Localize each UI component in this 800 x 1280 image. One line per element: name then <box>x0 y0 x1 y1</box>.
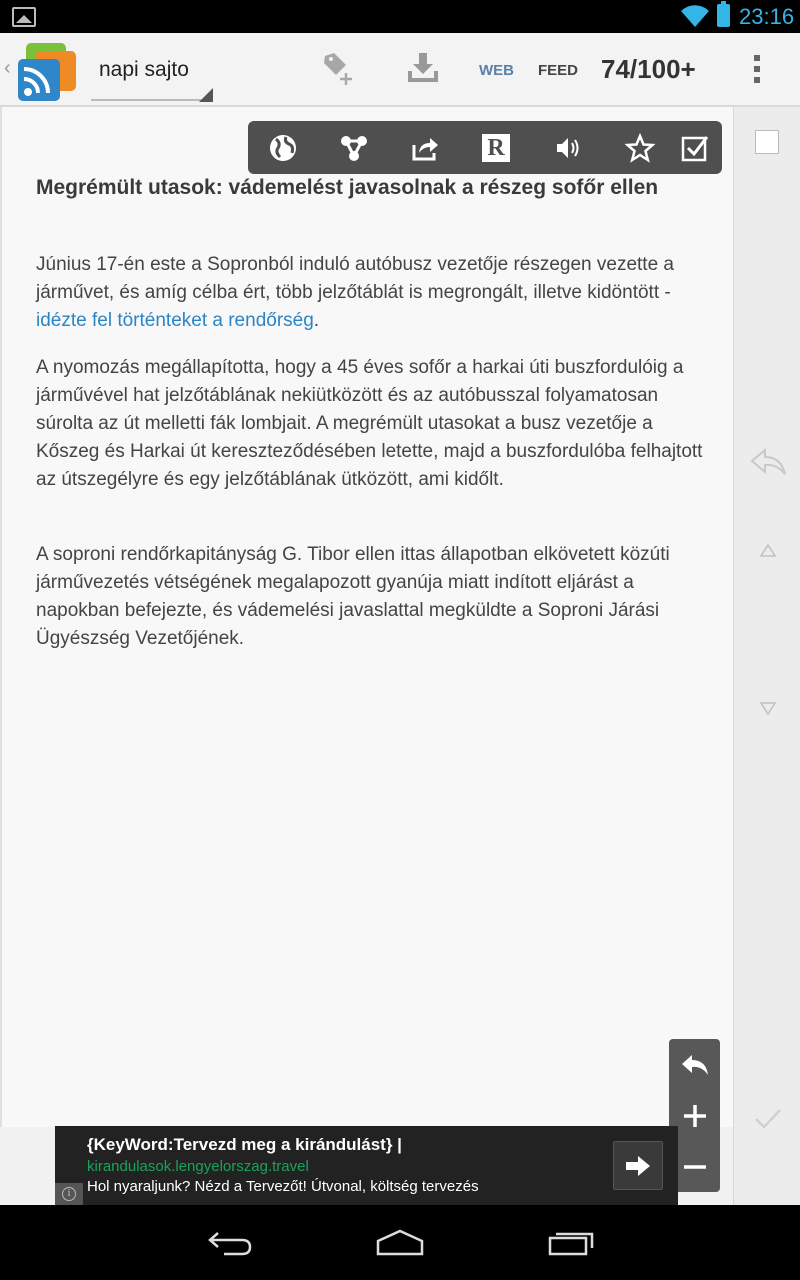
speaker-icon[interactable] <box>551 132 583 164</box>
readability-icon[interactable]: R <box>480 132 512 164</box>
star-icon[interactable] <box>624 132 656 164</box>
wifi-icon <box>680 4 710 28</box>
ad-info-icon[interactable]: i <box>55 1183 83 1205</box>
recent-apps-icon[interactable] <box>541 1223 601 1263</box>
gallery-notification-icon <box>12 7 36 27</box>
battery-icon <box>717 4 730 27</box>
article-title: Megrémült utasok: vádemelést javasolnak a részeg sofőr ellen <box>36 176 659 199</box>
share-network-icon[interactable] <box>338 132 370 164</box>
clock: 23:16 <box>739 4 795 29</box>
checkbox-icon[interactable] <box>679 132 711 164</box>
app-logo-icon[interactable] <box>16 41 80 101</box>
dropdown-corner-icon <box>199 88 213 102</box>
status-bar <box>0 0 800 33</box>
feed-selector[interactable]: napi sajto <box>99 58 189 81</box>
arrow-right-icon <box>624 1155 652 1177</box>
add-tag-icon[interactable] <box>322 51 356 87</box>
up-chevron-icon[interactable]: ‹ <box>4 57 11 79</box>
system-nav-bar <box>0 1205 800 1280</box>
article-paragraph-1 <box>36 251 706 335</box>
action-bar <box>0 33 800 107</box>
web-button[interactable]: WEB <box>479 62 514 79</box>
feed-selector-underline <box>91 99 213 101</box>
reply-back-icon[interactable] <box>749 447 787 477</box>
download-icon[interactable] <box>406 51 440 85</box>
share-arrow-icon[interactable] <box>409 132 441 164</box>
ad-url: kirandulasok.lengyelorszag.travel <box>87 1158 309 1175</box>
back-icon[interactable] <box>199 1223 259 1263</box>
paragraph-text: . <box>313 310 320 331</box>
mark-read-checkbox[interactable] <box>755 130 779 154</box>
navigation-sidebar <box>733 107 800 1205</box>
done-check-icon[interactable] <box>754 1107 782 1131</box>
ad-banner[interactable] <box>55 1126 678 1205</box>
ad-description: Hol nyaraljunk? Nézd a Tervezőt! Útvonal, költség tervezés <box>87 1178 479 1195</box>
article-panel <box>0 107 733 1127</box>
ad-arrow-button[interactable] <box>613 1141 663 1190</box>
paragraph-text: Június 17-én este a Sopronból induló autóbusz vezetője részegen vezette a járművet, és amíg célba ért, több jelzőtáblát is megrongált, illetve kidöntött - <box>36 254 674 303</box>
overflow-menu-icon[interactable] <box>752 55 762 87</box>
source-link[interactable]: idézte fel történteket a rendőrség <box>36 310 314 331</box>
feed-button[interactable]: FEED <box>538 62 579 79</box>
article-paragraph-2: A nyomozás megállapította, hogy a 45 éves sofőr a harkai úti buszfordulóig a járművével hat jelzőtáblának nekiütközött és az autóbusszal folyamatosan súrolta az út melletti fák lombjait. A megrémült utasokat a busz vezetője a Kőszeg és Harkai út kereszteződésében letette, majd a buszfordulóba felhajtott az útszegélyre és egy jelzőtáblának ütközött, ami kidőlt. <box>36 357 703 490</box>
globe-icon[interactable] <box>267 132 299 164</box>
article-paragraph-3: A soproni rendőrkapitányság G. Tibor ellen ittas állapotban elkövetett közúti járművezetés vétségének megalapozott gyanúja miatt indított eljárást a napokban befejezte, és vádemelési javaslattal megküldte a Soproni Járási Ügyészség Vezetőjének. <box>36 544 670 649</box>
home-icon[interactable] <box>370 1223 430 1263</box>
article-toolbar <box>248 121 722 174</box>
undo-icon[interactable] <box>669 1039 720 1090</box>
previous-article-icon[interactable] <box>759 543 777 557</box>
ad-title: {KeyWord:Tervezd meg a kirándulást} | <box>87 1135 402 1154</box>
next-article-icon[interactable] <box>759 702 777 716</box>
unread-counter: 74/100+ <box>601 54 696 84</box>
